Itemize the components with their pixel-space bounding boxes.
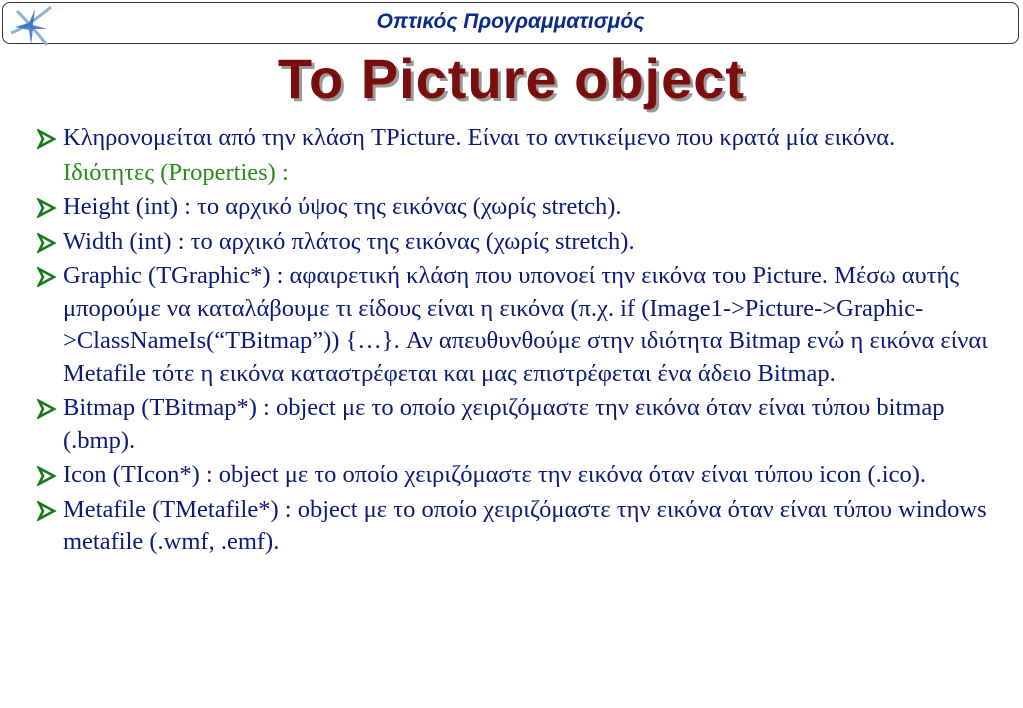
list-item-text: Metafile (TMetafile*) : object με το οποίο χειριζόμαστε την εικόνα όταν είναι τύπου windows metafile (.wmf, .emf). <box>63 495 987 555</box>
header-title: Οπτικός Προγραμματισμός <box>376 10 645 33</box>
list-item-text: Width (int) : το αρχικό πλάτος της εικόνας (χωρίς stretch). <box>63 227 635 255</box>
list-item <box>36 122 996 155</box>
list-item <box>36 392 996 457</box>
bullet-list <box>36 122 996 559</box>
arrow-bullet-icon <box>36 267 58 287</box>
arrow-bullet-icon <box>36 501 58 521</box>
list-item <box>36 459 996 492</box>
arrow-bullet-icon <box>36 129 58 149</box>
list-item-text: Bitmap (TBitmap*) : object με το οποίο χειριζόμαστε την εικόνα όταν είναι τύπου bitmap (.bmp). <box>63 394 945 454</box>
slide-title: To Picture object <box>277 47 746 110</box>
list-item-text: Graphic (TGraphic*) : αφαιρετική κλάση που υπονοεί την εικόνα του Picture. Μέσω αυτής μπορούμε να καταλάβουμε τι είδους είναι η εικόνα (π.χ. if (Image1->Picture->Graphic->ClassNameIs(“TBitmap”)) {…}. Αν απευθυνθούμε στην ιδιότητα Bitmap ενώ η εικόνα είναι Metafile τότε η εικόνα καταστρέφεται και μας επιστρέφεται ένα άδειο Bitmap. <box>63 262 988 387</box>
list-item-text: Icon (TIcon*) : object με το οποίο χειριζόμαστε την εικόνα όταν είναι τύπου icon (.ico). <box>63 461 927 488</box>
properties-subheading <box>36 157 996 190</box>
arrow-bullet-icon <box>36 198 58 218</box>
arrow-bullet-icon <box>36 233 58 253</box>
arrow-bullet-icon <box>36 399 58 419</box>
list-item <box>36 260 996 390</box>
header-bar <box>2 2 1019 44</box>
arrow-bullet-icon <box>36 466 58 486</box>
list-item-text: Height (int) : το αρχικό ύψος της εικόνας (χωρίς stretch). <box>63 193 622 220</box>
list-item-text: Κληρονομείται από την κλάση TPicture. Είναι το αντικείμενο που κρατά μία εικόνα. <box>63 124 896 151</box>
subheading-text: Ιδιότητες (Properties) : <box>63 158 289 186</box>
list-item <box>36 494 996 559</box>
list-item <box>36 191 996 224</box>
list-item <box>36 226 996 259</box>
